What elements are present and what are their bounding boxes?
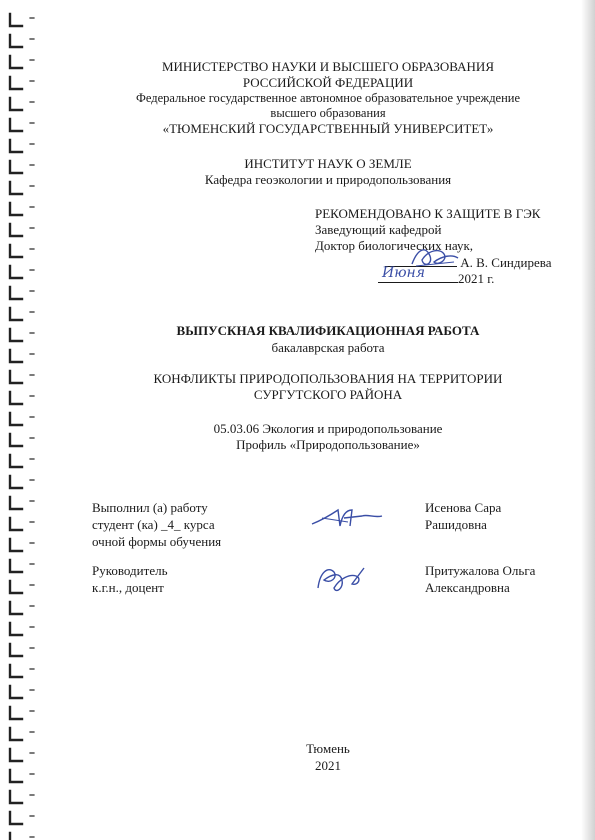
student-name-line-1: Исенова Сара xyxy=(425,500,502,515)
binding-ring xyxy=(10,371,22,383)
binding-ring xyxy=(10,350,22,362)
student-name-line-2: Рашидовна xyxy=(425,517,487,532)
binding-ring xyxy=(10,56,22,68)
specialty-block xyxy=(100,421,556,452)
work-subtype: бакалаврская работа xyxy=(271,340,385,355)
binding-ring xyxy=(10,455,22,467)
header-block xyxy=(100,59,556,137)
head-of-department-name: А. В. Синдирева xyxy=(460,255,552,270)
approval-heading: РЕКОМЕНДОВАНО К ЗАЩИТЕ В ГЭК xyxy=(315,206,541,221)
supervisor-signature-image xyxy=(312,562,368,598)
binding-ring xyxy=(10,203,22,215)
supervisor-name-line-2: Александровна xyxy=(425,580,510,595)
binding-ring xyxy=(10,161,22,173)
supervisor-name-block xyxy=(425,563,535,595)
work-type-block xyxy=(100,323,556,355)
institution-line-2: высшего образования xyxy=(270,106,386,120)
binding-ring xyxy=(10,728,22,740)
ministry-line-2: РОССИЙСКОЙ ФЕДЕРАЦИИ xyxy=(242,75,414,90)
department-name: Кафедра геоэкологии и природопользования xyxy=(204,172,452,187)
binding-ring xyxy=(10,791,22,803)
binding-ring xyxy=(10,266,22,278)
binding-ring xyxy=(10,686,22,698)
binding-ring xyxy=(10,770,22,782)
student-label-line-3: очной формы обучения xyxy=(92,534,222,549)
binding-ring xyxy=(10,707,22,719)
approval-date: 2021 г. xyxy=(458,271,495,286)
supervisor-name-line-1: Притужалова Ольга xyxy=(425,563,536,578)
head-signature-image xyxy=(408,244,460,270)
binding-ring xyxy=(10,812,22,824)
binding-ring xyxy=(10,413,22,425)
binding-ring xyxy=(10,623,22,635)
binding-ring xyxy=(10,182,22,194)
binding-ring xyxy=(10,434,22,446)
binding-ring xyxy=(10,518,22,530)
binding-ring xyxy=(10,77,22,89)
university-name: «ТЮМЕНСКИЙ ГОСУДАРСТВЕННЫЙ УНИВЕРСИТЕТ» xyxy=(162,121,494,136)
student-label-line-1: Выполнил (а) работу xyxy=(92,500,208,515)
binding-ring xyxy=(10,749,22,761)
spiral-binding xyxy=(0,0,40,840)
student-signature-image xyxy=(308,502,386,532)
year: 2021 xyxy=(315,758,341,773)
student-label-line-2: студент (ка) _4_ курса xyxy=(92,517,215,532)
binding-ring xyxy=(10,35,22,47)
binding-ring xyxy=(10,14,22,26)
approval-degree: Доктор биологических наук, xyxy=(315,238,474,253)
student-label-block xyxy=(92,500,221,549)
binding-ring xyxy=(10,329,22,341)
binding-ring xyxy=(10,308,22,320)
binding-ring xyxy=(10,119,22,131)
student-name-block xyxy=(425,500,501,532)
institution-line-1: Федеральное государственное автономное образовательное учреждение xyxy=(135,91,521,105)
binding-ring xyxy=(10,224,22,236)
work-title-line-1: КОНФЛИКТЫ ПРИРОДОПОЛЬЗОВАНИЯ НА ТЕРРИТОРИИ xyxy=(153,371,503,386)
binding-ring xyxy=(10,497,22,509)
page-edge-shadow xyxy=(581,0,595,840)
supervisor-label-block xyxy=(92,563,168,595)
supervisor-label-line-1: Руководитель xyxy=(92,563,168,578)
binding-ring xyxy=(10,245,22,257)
binding-ring xyxy=(10,560,22,572)
supervisor-label-line-2: к.г.н., доцент xyxy=(92,580,164,595)
footer-block xyxy=(100,741,556,773)
handwritten-date: Июня xyxy=(382,265,426,281)
binding-ring xyxy=(10,644,22,656)
work-title-block xyxy=(100,371,556,402)
binding-ring xyxy=(10,539,22,551)
binding-ring xyxy=(10,98,22,110)
work-type: ВЫПУСКНАЯ КВАЛИФИКАЦИОННАЯ РАБОТА xyxy=(176,323,480,338)
institute-block xyxy=(100,156,556,187)
binding-ring xyxy=(10,665,22,677)
binding-ring xyxy=(10,140,22,152)
binding-ring xyxy=(10,581,22,593)
binding-ring xyxy=(10,833,22,840)
work-title-line-2: СУРГУТСКОГО РАЙОНА xyxy=(253,387,403,402)
approval-position: Заведующий кафедрой xyxy=(315,222,442,237)
city: Тюмень xyxy=(306,741,350,756)
specialty: 05.03.06 Экология и природопользование xyxy=(213,421,443,436)
binding-ring xyxy=(10,602,22,614)
binding-ring xyxy=(10,476,22,488)
institute-name: ИНСТИТУТ НАУК О ЗЕМЛЕ xyxy=(244,156,412,171)
profile: Профиль «Природопользование» xyxy=(236,437,420,452)
binding-ring xyxy=(10,392,22,404)
binding-ring xyxy=(10,287,22,299)
ministry-line-1: МИНИСТЕРСТВО НАУКИ И ВЫСШЕГО ОБРАЗОВАНИЯ xyxy=(161,59,494,74)
